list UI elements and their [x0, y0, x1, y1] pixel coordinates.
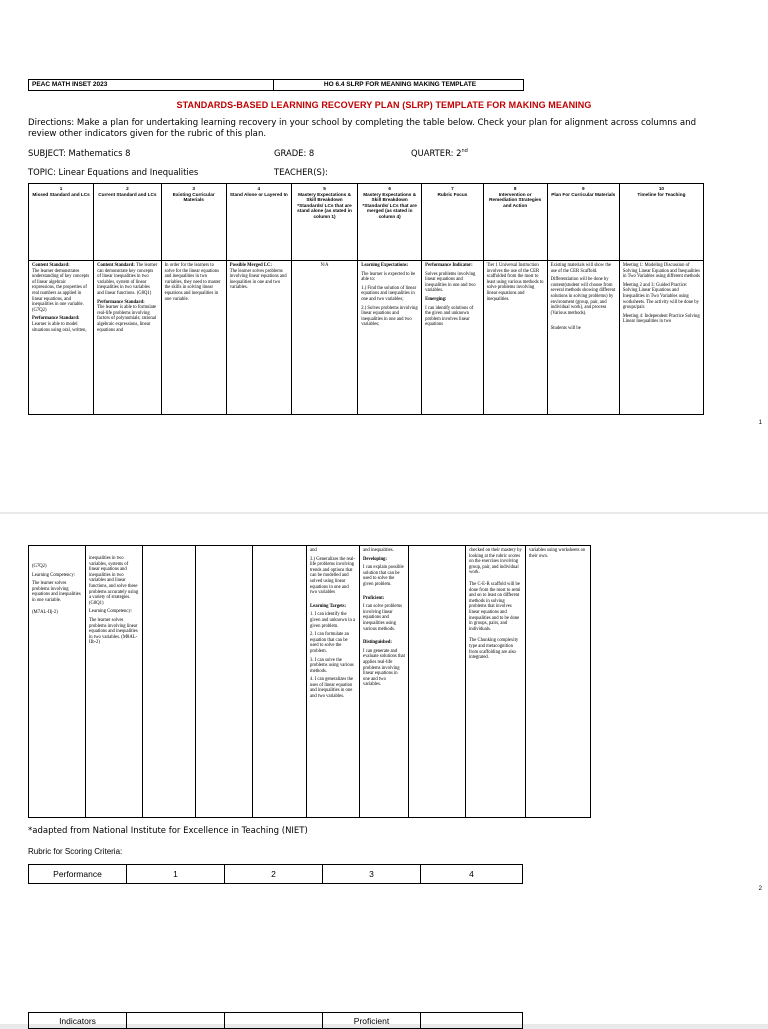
indicators-head: Indicators — [29, 1013, 127, 1029]
cell-missed-standard: (G7Q2) Learning Competency: The learner solves problems involving equations and inequalities in one variable. (M7AL-IIj-2) — [29, 546, 86, 818]
rubric-head-4: 4 — [421, 865, 523, 884]
header-right: HO 6.4 SLRP FOR MEANING MAKING TEMPLATE — [323, 81, 477, 88]
col-head-1: 1 Missed Standard and LCs — [29, 184, 94, 261]
cell-mastery-stand-alone — [253, 546, 307, 818]
page-1 — [0, 0, 768, 512]
cell-missed-standard: Content Standard: The learner demonstrates understanding of key concepts of linear algebraic expressions, the properties of real numbers as applied in linear equations, and inequalities in one variable. (G7Q2) Performance Standard: Learner is able to model situations using oral, written, — [29, 261, 94, 415]
col-head-4: 4 Stand Alone or Layered In — [226, 184, 291, 261]
directions-text: Directions: Make a plan for undertaking learning recovery in your school by completing the table below. Check your plan for alignment across columns and review other indicators given for the rubric of this plan. — [28, 118, 697, 139]
col-head-7: 7 Rubric Focus — [422, 184, 484, 261]
table-header-row — [29, 184, 704, 261]
rubric-title: Rubric for Scoring Criteria: — [28, 847, 123, 856]
document-header-bar — [28, 79, 524, 91]
page-number: 2 — [758, 886, 762, 892]
col-head-9: 9 Plan For Curricular Materials — [547, 184, 619, 261]
rubric-head-1: 1 — [127, 865, 225, 884]
table-row — [29, 546, 591, 818]
col-head-6: 6 Mastery Expectations & Skill Breakdown *Standards/ LCs that are merged (as stated in column 4) — [358, 184, 422, 261]
quarter-label: QUARTER: 2nd — [411, 148, 468, 158]
cell-intervention: Tier 1 Universal Instruction involves the use of the CER scaffolded from the most to least using various methods to solve problems involving linear equations and inequalities. — [483, 261, 547, 415]
col-head-2: 2 Current Standard and LCs — [94, 184, 162, 261]
header-left: PEAC MATH INSET 2023 — [29, 80, 274, 90]
indicators-row — [29, 1013, 523, 1029]
rubric-header-row — [29, 865, 523, 884]
topic-label: TOPIC: Linear Equations and Inequalities — [28, 167, 199, 177]
table-row — [29, 261, 704, 415]
cell-plan-materials: checked on their mastery by looking at the rubric scores on the exercises involving group, pair, and individual work. The C-E-R scaffold will be done from the most to semi and on to least on different methods in solving problems that involves linear equations and inequalities and to be done in groups, pairs, and individuals. The Chunking complexity type and metacognition from scaffolding are also integrated. — [466, 546, 526, 818]
cell-mastery-stand-alone: N/A — [291, 261, 357, 415]
slrp-table-page2 — [28, 545, 591, 818]
col-head-3: 3 Existing Curricular Materials — [161, 184, 226, 261]
document-title: STANDARDS-BASED LEARNING RECOVERY PLAN (SLRP) TEMPLATE FOR MAKING MEANING — [176, 100, 592, 110]
indicators-cell-3 — [225, 1013, 323, 1029]
col-head-10: 10 Timeline for Teaching — [619, 184, 703, 261]
indicators-table — [28, 1012, 523, 1029]
cell-stand-alone: Possible Merged LC: The learner solves problems involving linear equations and inequalities in one and two variables. — [226, 261, 291, 415]
cell-intervention — [409, 546, 466, 818]
grade-label: GRADE: 8 — [274, 148, 315, 158]
indicators-cell-5 — [421, 1013, 523, 1029]
indicators-proficient: Proficient — [323, 1013, 421, 1029]
footnote: *adapted from National Institute for Excellence in Teaching (NIET) — [28, 826, 308, 836]
teacher-label: TEACHER(S): — [274, 167, 328, 177]
cell-timeline: variables using worksheets on their own. — [526, 546, 591, 818]
page-2 — [0, 514, 768, 1024]
rubric-head-performance: Performance — [29, 865, 127, 884]
cell-rubric-focus: and inequalities. Developing: I can explain possible solution that can be used to solve the given problem. Proficient: I can solve problems involving linear equations and inequalities using various methods. Distinguished: I can generate and evaluate solutions that applies real-life problems involving linear equations in one and two variables. — [360, 546, 409, 818]
cell-existing-materials — [143, 546, 196, 818]
cell-stand-alone — [196, 546, 253, 818]
page-number: 1 — [758, 420, 762, 426]
cell-rubric-focus: Performance Indicator: Solves problems involving linear equations and inequalities in one and two variables. Emerging: I can identify solutions of the given and unknown problem involves linear equations — [422, 261, 484, 415]
cell-existing-materials: In order for the learners to solve for the linear equations and inequalities in two variables, they need to master the skills in solving linear equations and inequalities in one variable. — [161, 261, 226, 415]
cell-current-standard: Content Standard: The learner can demonstrate key concepts of linear inequalities in two variables, system of linear inequalities in two variables and linear functions. (G8Q1) Performance Standard: The learner is able to formulate real-life problems involving factors of polynomials; rational algebraic expressions, linear equations and — [94, 261, 162, 415]
col-head-5: 5 Mastery Expectations & Skill Breakdown *Standards/ LCs that are stand alone (as stated in column 1) — [291, 184, 357, 261]
indicators-cell-2 — [127, 1013, 225, 1029]
cell-mastery-merged: Learning Expectations: The learner is expected to be able to: 1.) Find the solution of linear equations and inequalities in one and two variables; 2.) Solves problems involving linear equations and inequalities in one and two variables; — [358, 261, 422, 415]
rubric-head-2: 2 — [225, 865, 323, 884]
rubric-head-3: 3 — [323, 865, 421, 884]
cell-timeline: Meeting 1: Modeling Discussion of Solving Linear Equation and Inequalities in Two Variables using different methods Meeting 2 and 3: Guided Practice: Solving Linear Equations and Inequalities in Two Variables using worksheets. The activity will be done by groups/pair. Meeting 4: Independent Practice Solving Linear Inequalities in two — [619, 261, 703, 415]
rubric-table — [28, 864, 523, 884]
subject-label: SUBJECT: Mathematics 8 — [28, 148, 131, 158]
slrp-table-page1 — [28, 183, 704, 415]
cell-mastery-merged: and 3.) Generalizes the real-life problems involving trends and options that can be modelled and solved using linear equations in one and two variables Learning Targets: 1. I can identify the given and unknown in a given problem. 2. I can formulate an equation that can be used to solve the problem. 3. I can solve the problems using various methods. 4. I can generalizes the uses of linear equation and inequalities in one and two variables. — [307, 546, 360, 818]
col-head-8: 8 Intervention or Remediation Strategies and Action — [483, 184, 547, 261]
cell-current-standard: inequalities in two variables, systems of linear equations and inequalities in two variables and linear functions, and solve these problems accurately using a variety of strategies. (G8Q1) Learning Competency: The learner solves problems involving linear equations and inequalities in two variables. (M8AL-IIb-2) — [86, 546, 143, 818]
cell-plan-materials: Existing materials will show the use of the CER Scaffold. Differentiation will be done by content(student will choose from several methods showing different solutions in solving problems) by environment (group, pair, and individual work), and process (Various methods). Students will be — [547, 261, 619, 415]
